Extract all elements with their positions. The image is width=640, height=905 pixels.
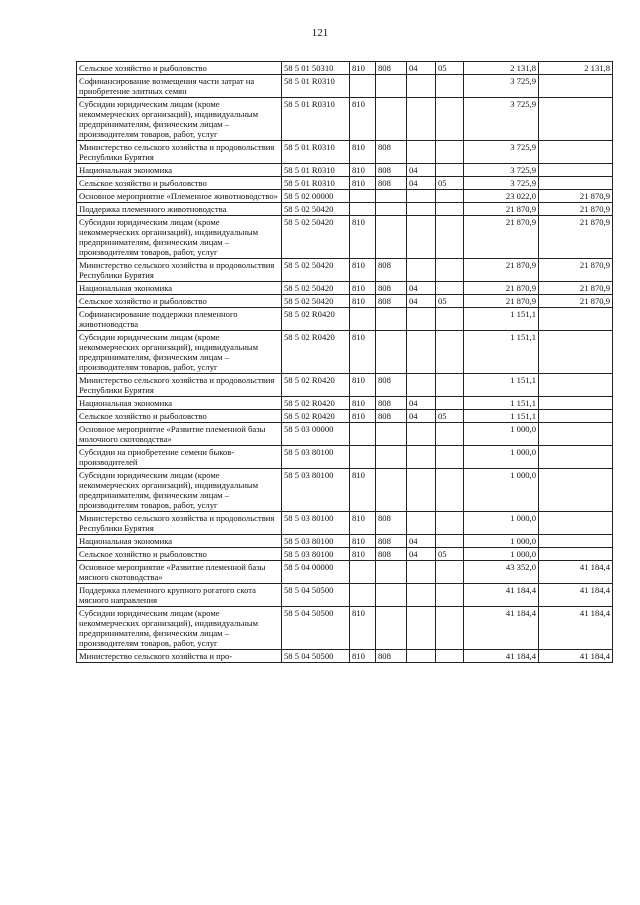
subsection-code-cell (436, 203, 464, 216)
ministry-code-cell (376, 216, 407, 259)
subsection-code-cell (436, 535, 464, 548)
vr-code-cell: 810 (350, 177, 376, 190)
item-name-cell: Национальная экономика (77, 535, 282, 548)
table-row (77, 469, 613, 512)
subsection-code-cell (436, 259, 464, 282)
table-row (77, 410, 613, 423)
budget-table-body (77, 62, 613, 663)
target-code-cell: 58 5 02 R0420 (282, 374, 350, 397)
item-name-cell: Субсидии юридическим лицам (кроме некоммерческих организаций), индивидуальным предпринимателям, физическим лицам – производителям товаров, работ, услуг (77, 607, 282, 650)
item-name-cell: Основное мероприятие «Развитие племенной базы молочного скотоводства» (77, 423, 282, 446)
amount-federal-cell (539, 308, 613, 331)
ministry-code-cell: 808 (376, 535, 407, 548)
vr-code-cell: 810 (350, 607, 376, 650)
section-code-cell (407, 607, 436, 650)
item-name-cell: Сельское хозяйство и рыболовство (77, 548, 282, 561)
table-row (77, 446, 613, 469)
table-row (77, 535, 613, 548)
target-code-cell: 58 5 04 50500 (282, 607, 350, 650)
amount-federal-cell (539, 410, 613, 423)
amount-total-cell: 41 184,4 (464, 650, 539, 663)
ministry-code-cell: 808 (376, 295, 407, 308)
item-name-cell: Основное мероприятие «Развитие племенной базы мясного скотоводства» (77, 561, 282, 584)
amount-federal-cell: 41 184,4 (539, 561, 613, 584)
vr-code-cell (350, 190, 376, 203)
subsection-code-cell (436, 308, 464, 331)
vr-code-cell (350, 446, 376, 469)
amount-total-cell: 1 000,0 (464, 423, 539, 446)
amount-total-cell: 1 000,0 (464, 535, 539, 548)
ministry-code-cell (376, 469, 407, 512)
amount-total-cell: 1 000,0 (464, 548, 539, 561)
target-code-cell: 58 5 04 50500 (282, 584, 350, 607)
target-code-cell: 58 5 01 R0310 (282, 177, 350, 190)
table-row (77, 282, 613, 295)
vr-code-cell: 810 (350, 548, 376, 561)
table-row (77, 62, 613, 75)
vr-code-cell: 810 (350, 259, 376, 282)
target-code-cell: 58 5 01 R0310 (282, 141, 350, 164)
table-row (77, 259, 613, 282)
item-name-cell: Министерство сельского хозяйства и продовольствия Республики Бурятия (77, 259, 282, 282)
item-name-cell: Субсидии юридическим лицам (кроме некоммерческих организаций), индивидуальным предпринимателям, физическим лицам – производителям товаров, работ, услуг (77, 469, 282, 512)
table-row (77, 190, 613, 203)
vr-code-cell (350, 423, 376, 446)
ministry-code-cell (376, 75, 407, 98)
table-row (77, 203, 613, 216)
vr-code-cell: 810 (350, 141, 376, 164)
subsection-code-cell: 05 (436, 62, 464, 75)
section-code-cell (407, 75, 436, 98)
vr-code-cell: 810 (350, 650, 376, 663)
section-code-cell (407, 469, 436, 512)
target-code-cell: 58 5 02 R0420 (282, 410, 350, 423)
table-row (77, 397, 613, 410)
ministry-code-cell (376, 584, 407, 607)
ministry-code-cell (376, 190, 407, 203)
subsection-code-cell (436, 331, 464, 374)
vr-code-cell: 810 (350, 164, 376, 177)
vr-code-cell (350, 308, 376, 331)
item-name-cell: Сельское хозяйство и рыболовство (77, 410, 282, 423)
item-name-cell: Субсидии на приобретение семени быков-производителей (77, 446, 282, 469)
table-row (77, 548, 613, 561)
amount-total-cell: 1 151,1 (464, 410, 539, 423)
section-code-cell (407, 584, 436, 607)
vr-code-cell (350, 584, 376, 607)
table-row (77, 308, 613, 331)
amount-total-cell: 43 352,0 (464, 561, 539, 584)
item-name-cell: Национальная экономика (77, 164, 282, 177)
subsection-code-cell: 05 (436, 295, 464, 308)
amount-federal-cell: 21 870,9 (539, 216, 613, 259)
table-row (77, 423, 613, 446)
target-code-cell: 58 5 03 00000 (282, 423, 350, 446)
section-code-cell (407, 650, 436, 663)
vr-code-cell: 810 (350, 98, 376, 141)
amount-federal-cell: 21 870,9 (539, 259, 613, 282)
amount-federal-cell (539, 446, 613, 469)
subsection-code-cell: 05 (436, 177, 464, 190)
subsection-code-cell (436, 423, 464, 446)
ministry-code-cell: 808 (376, 512, 407, 535)
amount-total-cell: 21 870,9 (464, 295, 539, 308)
amount-total-cell: 1 151,1 (464, 331, 539, 374)
amount-total-cell: 1 000,0 (464, 512, 539, 535)
item-name-cell: Софинансирование возмещения части затрат на приобретение элитных семян (77, 75, 282, 98)
ministry-code-cell (376, 607, 407, 650)
subsection-code-cell (436, 446, 464, 469)
amount-total-cell: 3 725,9 (464, 75, 539, 98)
ministry-code-cell: 808 (376, 650, 407, 663)
item-name-cell: Субсидии юридическим лицам (кроме некоммерческих организаций), индивидуальным предпринимателям, физическим лицам – производителям товаров, работ, услуг (77, 98, 282, 141)
vr-code-cell: 810 (350, 282, 376, 295)
target-code-cell: 58 5 03 80100 (282, 469, 350, 512)
table-row (77, 607, 613, 650)
subsection-code-cell (436, 607, 464, 650)
vr-code-cell: 810 (350, 512, 376, 535)
ministry-code-cell (376, 203, 407, 216)
target-code-cell: 58 5 02 50420 (282, 282, 350, 295)
table-row (77, 75, 613, 98)
table-row (77, 141, 613, 164)
section-code-cell (407, 216, 436, 259)
item-name-cell: Министерство сельского хозяйства и продовольствия Республики Бурятия (77, 141, 282, 164)
section-code-cell (407, 512, 436, 535)
target-code-cell: 58 5 01 50310 (282, 62, 350, 75)
target-code-cell: 58 5 02 50420 (282, 295, 350, 308)
item-name-cell: Сельское хозяйство и рыболовство (77, 295, 282, 308)
vr-code-cell: 810 (350, 216, 376, 259)
ministry-code-cell (376, 561, 407, 584)
subsection-code-cell (436, 75, 464, 98)
amount-total-cell: 3 725,9 (464, 164, 539, 177)
section-code-cell: 04 (407, 295, 436, 308)
item-name-cell: Национальная экономика (77, 282, 282, 295)
vr-code-cell: 810 (350, 374, 376, 397)
vr-code-cell: 810 (350, 295, 376, 308)
subsection-code-cell (436, 512, 464, 535)
subsection-code-cell (436, 98, 464, 141)
amount-total-cell: 21 870,9 (464, 282, 539, 295)
amount-federal-cell: 21 870,9 (539, 295, 613, 308)
target-code-cell: 58 5 02 R0420 (282, 397, 350, 410)
table-row (77, 98, 613, 141)
item-name-cell: Софинансирование поддержки племенного животноводства (77, 308, 282, 331)
target-code-cell: 58 5 02 50420 (282, 216, 350, 259)
subsection-code-cell (436, 282, 464, 295)
vr-code-cell: 810 (350, 331, 376, 374)
page-number: 121 (311, 27, 329, 39)
ministry-code-cell (376, 423, 407, 446)
section-code-cell (407, 259, 436, 282)
subsection-code-cell (436, 469, 464, 512)
target-code-cell: 58 5 03 80100 (282, 548, 350, 561)
amount-federal-cell (539, 374, 613, 397)
amount-federal-cell (539, 512, 613, 535)
table-row (77, 295, 613, 308)
target-code-cell: 58 5 03 80100 (282, 446, 350, 469)
ministry-code-cell (376, 98, 407, 141)
ministry-code-cell: 808 (376, 259, 407, 282)
item-name-cell: Субсидии юридическим лицам (кроме некоммерческих организаций), индивидуальным предпринимателям, физическим лицам – производителям товаров, работ, услуг (77, 331, 282, 374)
target-code-cell: 58 5 04 00000 (282, 561, 350, 584)
budget-table (76, 61, 613, 663)
vr-code-cell (350, 75, 376, 98)
amount-federal-cell: 21 870,9 (539, 190, 613, 203)
amount-federal-cell (539, 141, 613, 164)
vr-code-cell: 810 (350, 410, 376, 423)
amount-federal-cell (539, 535, 613, 548)
target-code-cell: 58 5 02 50420 (282, 259, 350, 282)
item-name-cell: Сельское хозяйство и рыболовство (77, 62, 282, 75)
subsection-code-cell: 05 (436, 410, 464, 423)
section-code-cell (407, 561, 436, 584)
vr-code-cell (350, 561, 376, 584)
item-name-cell: Национальная экономика (77, 397, 282, 410)
section-code-cell (407, 423, 436, 446)
section-code-cell: 04 (407, 282, 436, 295)
subsection-code-cell: 05 (436, 548, 464, 561)
amount-federal-cell (539, 177, 613, 190)
target-code-cell: 58 5 03 80100 (282, 512, 350, 535)
target-code-cell: 58 5 01 R0310 (282, 75, 350, 98)
item-name-cell: Основное мероприятие «Племенное животноводство» (77, 190, 282, 203)
item-name-cell: Поддержка племенного животноводства (77, 203, 282, 216)
subsection-code-cell (436, 374, 464, 397)
target-code-cell: 58 5 02 R0420 (282, 308, 350, 331)
ministry-code-cell: 808 (376, 141, 407, 164)
subsection-code-cell (436, 141, 464, 164)
table-row (77, 650, 613, 663)
section-code-cell (407, 331, 436, 374)
ministry-code-cell: 808 (376, 177, 407, 190)
amount-total-cell: 3 725,9 (464, 98, 539, 141)
item-name-cell: Министерство сельского хозяйства и про- (77, 650, 282, 663)
amount-total-cell: 1 151,1 (464, 397, 539, 410)
ministry-code-cell (376, 308, 407, 331)
vr-code-cell (350, 203, 376, 216)
section-code-cell: 04 (407, 62, 436, 75)
target-code-cell: 58 5 04 50500 (282, 650, 350, 663)
item-name-cell: Сельское хозяйство и рыболовство (77, 177, 282, 190)
table-row (77, 331, 613, 374)
section-code-cell: 04 (407, 397, 436, 410)
vr-code-cell: 810 (350, 469, 376, 512)
section-code-cell (407, 374, 436, 397)
table-row (77, 216, 613, 259)
target-code-cell: 58 5 02 R0420 (282, 331, 350, 374)
ministry-code-cell (376, 446, 407, 469)
subsection-code-cell (436, 190, 464, 203)
amount-federal-cell (539, 469, 613, 512)
section-code-cell (407, 203, 436, 216)
amount-total-cell: 41 184,4 (464, 607, 539, 650)
table-row (77, 584, 613, 607)
item-name-cell: Министерство сельского хозяйства и продовольствия Республики Бурятия (77, 512, 282, 535)
section-code-cell: 04 (407, 177, 436, 190)
amount-total-cell: 21 870,9 (464, 259, 539, 282)
subsection-code-cell (436, 164, 464, 177)
vr-code-cell: 810 (350, 535, 376, 548)
amount-federal-cell (539, 331, 613, 374)
vr-code-cell: 810 (350, 397, 376, 410)
amount-total-cell: 1 151,1 (464, 374, 539, 397)
target-code-cell: 58 5 01 R0310 (282, 98, 350, 141)
table-row (77, 177, 613, 190)
amount-total-cell: 2 131,8 (464, 62, 539, 75)
amount-total-cell: 3 725,9 (464, 177, 539, 190)
item-name-cell: Субсидии юридическим лицам (кроме некоммерческих организаций), индивидуальным предпринимателям, физическим лицам – производителям товаров, работ, услуг (77, 216, 282, 259)
section-code-cell: 04 (407, 548, 436, 561)
amount-federal-cell: 21 870,9 (539, 203, 613, 216)
section-code-cell (407, 141, 436, 164)
ministry-code-cell (376, 331, 407, 374)
subsection-code-cell (436, 216, 464, 259)
amount-federal-cell (539, 164, 613, 177)
amount-federal-cell: 21 870,9 (539, 282, 613, 295)
subsection-code-cell (436, 561, 464, 584)
table-row (77, 512, 613, 535)
target-code-cell: 58 5 01 R0310 (282, 164, 350, 177)
amount-federal-cell: 41 184,4 (539, 584, 613, 607)
amount-federal-cell (539, 98, 613, 141)
item-name-cell: Министерство сельского хозяйства и продовольствия Республики Бурятия (77, 374, 282, 397)
amount-total-cell: 41 184,4 (464, 584, 539, 607)
amount-federal-cell: 2 131,8 (539, 62, 613, 75)
amount-federal-cell: 41 184,4 (539, 607, 613, 650)
table-row (77, 561, 613, 584)
ministry-code-cell: 808 (376, 548, 407, 561)
section-code-cell (407, 446, 436, 469)
item-name-cell: Поддержка племенного крупного рогатого скота мясного направления (77, 584, 282, 607)
amount-total-cell: 21 870,9 (464, 203, 539, 216)
subsection-code-cell (436, 397, 464, 410)
section-code-cell (407, 308, 436, 331)
target-code-cell: 58 5 02 50420 (282, 203, 350, 216)
section-code-cell: 04 (407, 164, 436, 177)
subsection-code-cell (436, 650, 464, 663)
amount-total-cell: 1 151,1 (464, 308, 539, 331)
amount-total-cell: 1 000,0 (464, 469, 539, 512)
target-code-cell: 58 5 02 00000 (282, 190, 350, 203)
amount-total-cell: 21 870,9 (464, 216, 539, 259)
ministry-code-cell: 808 (376, 282, 407, 295)
subsection-code-cell (436, 584, 464, 607)
ministry-code-cell: 808 (376, 62, 407, 75)
amount-federal-cell (539, 548, 613, 561)
amount-total-cell: 23 022,0 (464, 190, 539, 203)
ministry-code-cell: 808 (376, 410, 407, 423)
section-code-cell: 04 (407, 535, 436, 548)
amount-federal-cell (539, 397, 613, 410)
amount-federal-cell (539, 75, 613, 98)
vr-code-cell: 810 (350, 62, 376, 75)
table-row (77, 164, 613, 177)
amount-federal-cell (539, 423, 613, 446)
ministry-code-cell: 808 (376, 374, 407, 397)
section-code-cell: 04 (407, 410, 436, 423)
ministry-code-cell: 808 (376, 397, 407, 410)
ministry-code-cell: 808 (376, 164, 407, 177)
table-row (77, 374, 613, 397)
amount-federal-cell: 41 184,4 (539, 650, 613, 663)
section-code-cell (407, 190, 436, 203)
amount-total-cell: 3 725,9 (464, 141, 539, 164)
amount-total-cell: 1 000,0 (464, 446, 539, 469)
section-code-cell (407, 98, 436, 141)
target-code-cell: 58 5 03 80100 (282, 535, 350, 548)
